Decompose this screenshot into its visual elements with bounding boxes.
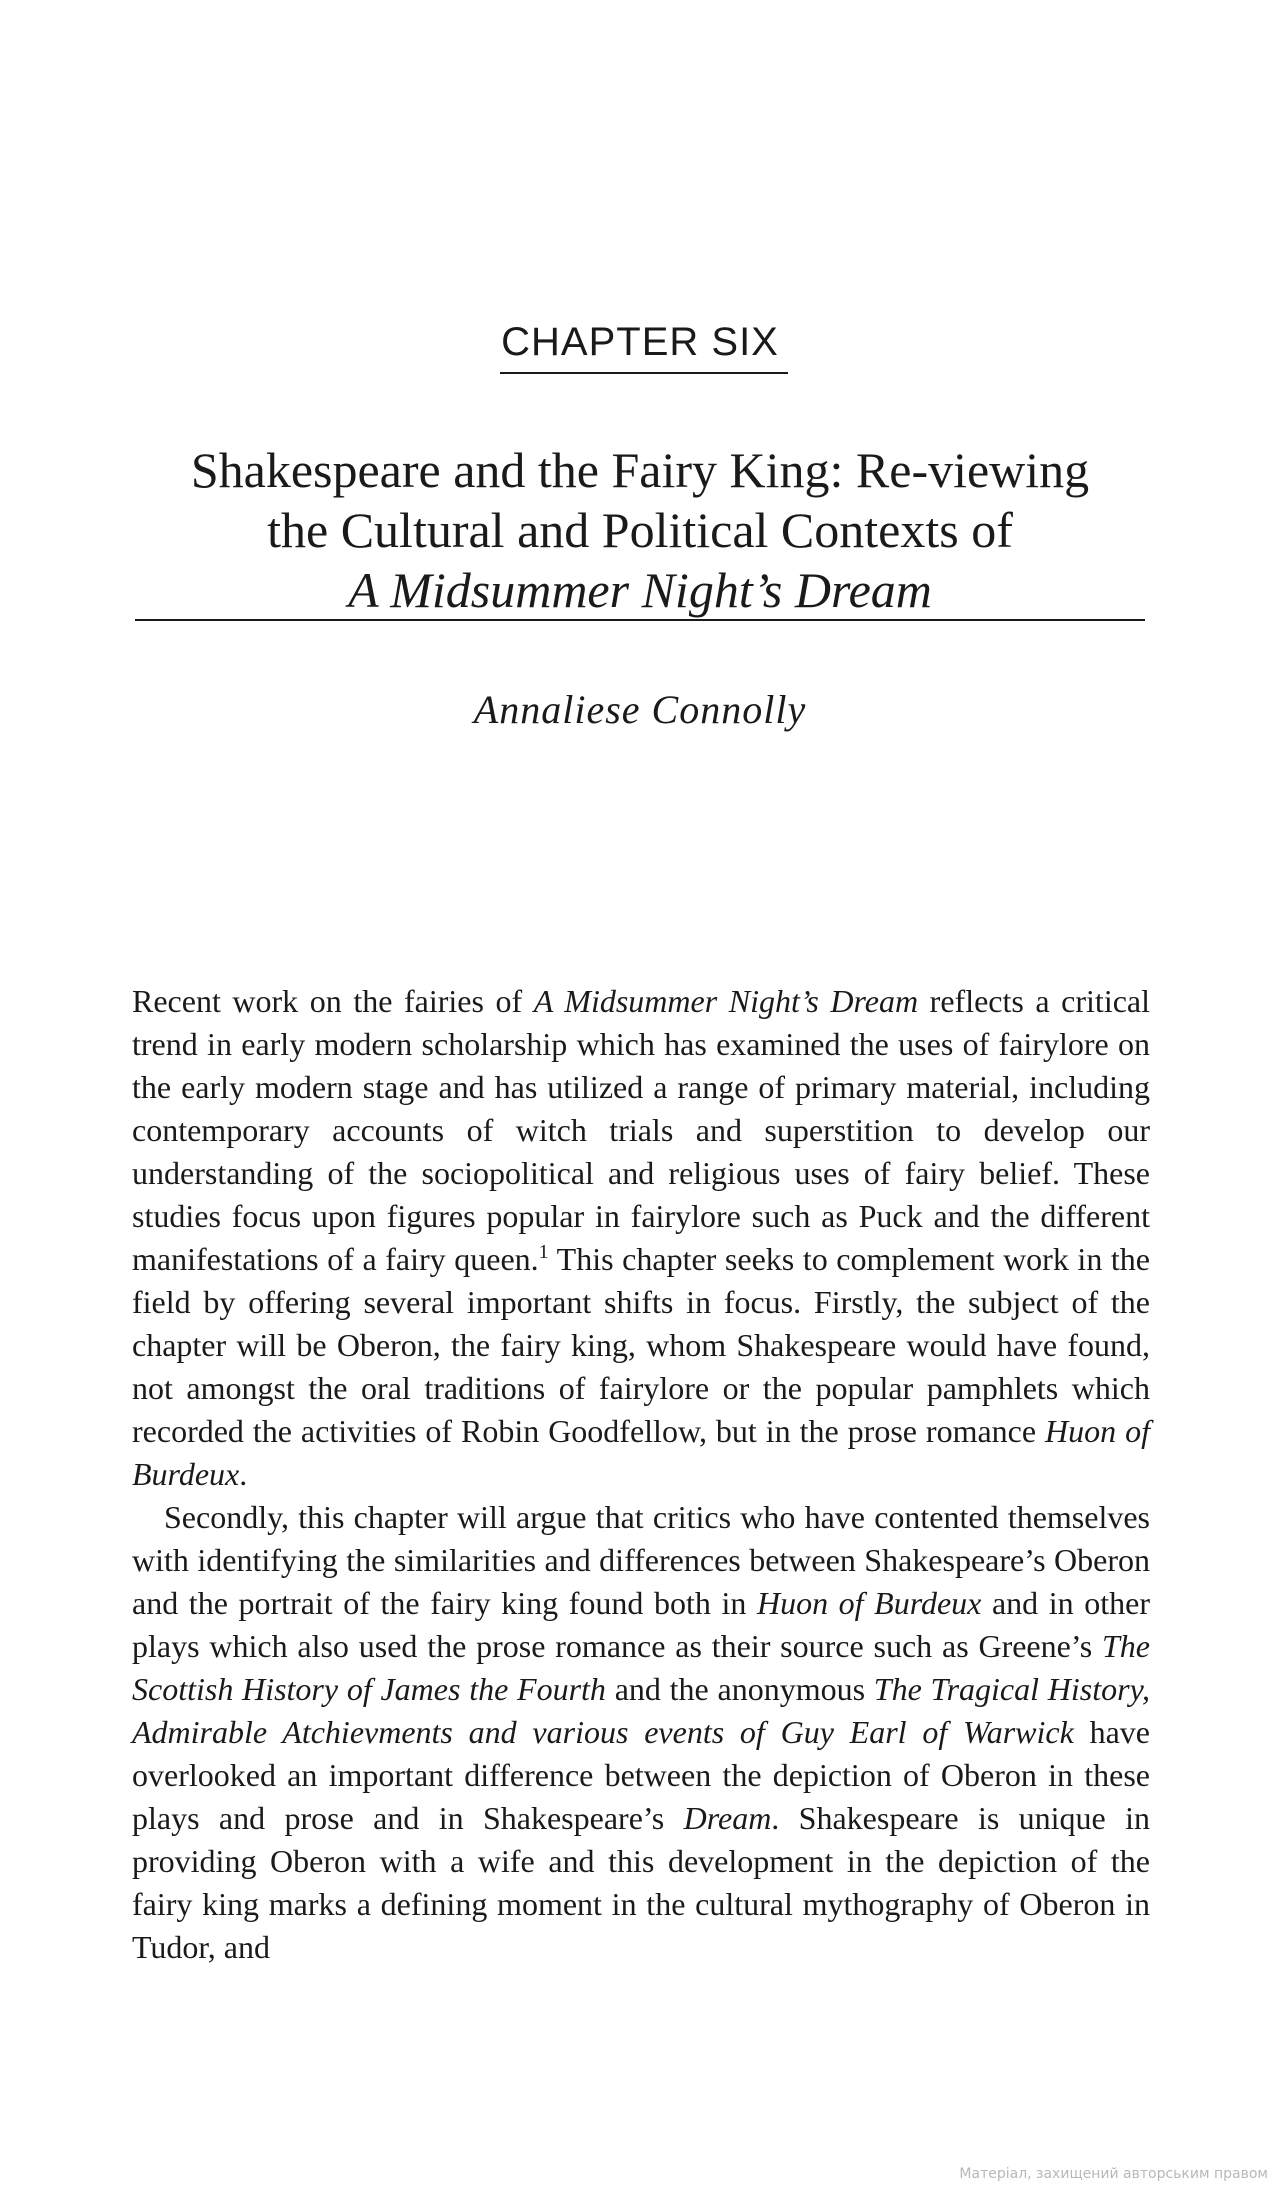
play-title: The Scottish History of James the Fourth [132, 1628, 1150, 1707]
chapter-underline [500, 372, 788, 374]
play-title: The Tragical History, Admirable Atchievments and various events of Guy Earl of Warwick [132, 1671, 1151, 1750]
footnote-marker[interactable]: 1 [538, 1241, 549, 1263]
paragraph-1-text: Recent work on the fairies of [132, 983, 534, 1019]
paragraph-1-text: . [239, 1456, 248, 1492]
paragraph-2 [132, 1496, 1150, 1969]
chapter-title-line-1: Shakespeare and the Fairy King: Re-viewing [190, 442, 1090, 498]
title-rule [135, 619, 1145, 621]
work-title: Huon of Burdeux [132, 1413, 1151, 1492]
work-title: Huon of Burdeux [756, 1585, 982, 1621]
chapter-body [132, 980, 1150, 1969]
copyright-watermark: Матеріал, захищений авторським правом [959, 2166, 1268, 2182]
play-title: A Midsummer Night’s Dream [533, 983, 919, 1019]
chapter-label: CHAPTER SIX [501, 320, 779, 364]
chapter-title-line-2: the Cultural and Political Contexts of [267, 502, 1013, 558]
paragraph-1-text: reflects a critical trend in early modern scholarship which has examined the uses of fairylore on the early modern stage and has utilized a range of primary material, including contemporary accounts of witch trials and superstition to develop our understanding of the sociopolitical and religious uses of fairy belief. These studies focus upon figures popular in fairylore such as Puck and the different manifestations of a fairy queen. [132, 983, 1151, 1277]
paragraph-1-text: This chapter seeks to complement work in the field by offering several important shifts in focus. Firstly, the subject of the chapter will be Oberon, the fairy king, whom Shakespeare would have found, not amongst the oral traditions of fairylore or the popular pamphlets which recorded the activities of Robin Goodfellow, but in the prose romance [132, 1241, 1151, 1449]
paragraph-2-text: have overlooked an important difference between the depiction of Oberon in these plays and prose and in Shakespeare’s [132, 1714, 1151, 1836]
paragraph-2-text: Secondly, this chapter will argue that critics who have contented themselves with identifying the similarities and differences between Shakespeare’s Oberon and the portrait of the fairy king found both in [132, 1499, 1150, 1621]
paragraph-2-text: and in other plays which also used the prose romance as their source such as Greene’s [132, 1585, 1151, 1664]
paragraph-2-text: and the anonymous [605, 1671, 874, 1707]
chapter-title-line-3: A Midsummer Night’s Dream [348, 562, 932, 618]
paragraph-1 [132, 980, 1150, 1496]
paragraph-2-text: . Shakespeare is unique in providing Oberon with a wife and this development in the depiction of the fairy king marks a defining moment in the cultural mythography of Oberon in Tudor, and [132, 1800, 1151, 1965]
play-title: Dream [683, 1800, 772, 1836]
chapter-title [100, 440, 1180, 620]
author-name: Annaliese Connolly [473, 687, 807, 732]
